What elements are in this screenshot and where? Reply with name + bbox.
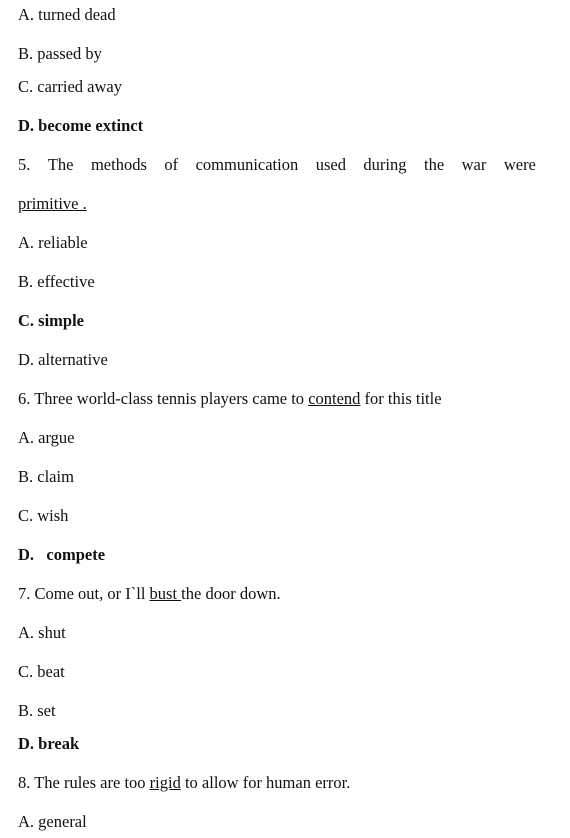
word: The <box>47 155 74 174</box>
word: communication <box>195 155 299 174</box>
option-line: B. set <box>18 701 56 720</box>
underlined-keyword: bust <box>149 584 182 603</box>
underlined-keyword: primitive . <box>18 194 87 213</box>
word: the <box>423 155 445 174</box>
question-text: the door down. <box>181 584 281 603</box>
option-line: A. argue <box>18 428 75 447</box>
word: were <box>503 155 536 174</box>
question-5-text <box>18 155 536 175</box>
question-text: 6. Three world-class tennis players came to <box>18 389 309 408</box>
option-line: A. turned dead <box>18 5 116 24</box>
word: methods <box>90 155 147 174</box>
question-text: to allow for human error. <box>180 773 351 792</box>
option-line: A. general <box>18 812 87 831</box>
word: used <box>315 155 346 174</box>
option-line: D. alternative <box>18 350 108 369</box>
option-line: A. shut <box>18 623 66 642</box>
option-line: C. beat <box>18 662 65 681</box>
answer-line: D. compete <box>18 545 106 564</box>
question-text: for this title <box>360 389 442 408</box>
option-line: B. passed by <box>18 44 102 63</box>
option-line: B. claim <box>18 467 74 486</box>
question-8-text <box>18 773 350 793</box>
option-line: C. carried away <box>18 77 122 96</box>
question-5-continued <box>18 194 87 214</box>
answer-line: C. simple <box>18 311 84 330</box>
answer-line: D. break <box>18 734 80 753</box>
underlined-keyword: contend <box>308 389 361 408</box>
option-line: A. reliable <box>18 233 88 252</box>
word: war <box>461 155 487 174</box>
word: 5. <box>18 155 31 174</box>
option-line: B. effective <box>18 272 95 291</box>
question-text: 8. The rules are too <box>18 773 150 792</box>
option-line: C. wish <box>18 506 69 525</box>
word: during <box>363 155 407 174</box>
question-text: 7. Come out, or I`ll <box>18 584 150 603</box>
question-6-text <box>18 389 442 409</box>
underlined-keyword: rigid <box>149 773 181 792</box>
answer-line: D. become extinct <box>18 116 144 135</box>
question-7-text <box>18 584 281 604</box>
word: of <box>164 155 179 174</box>
